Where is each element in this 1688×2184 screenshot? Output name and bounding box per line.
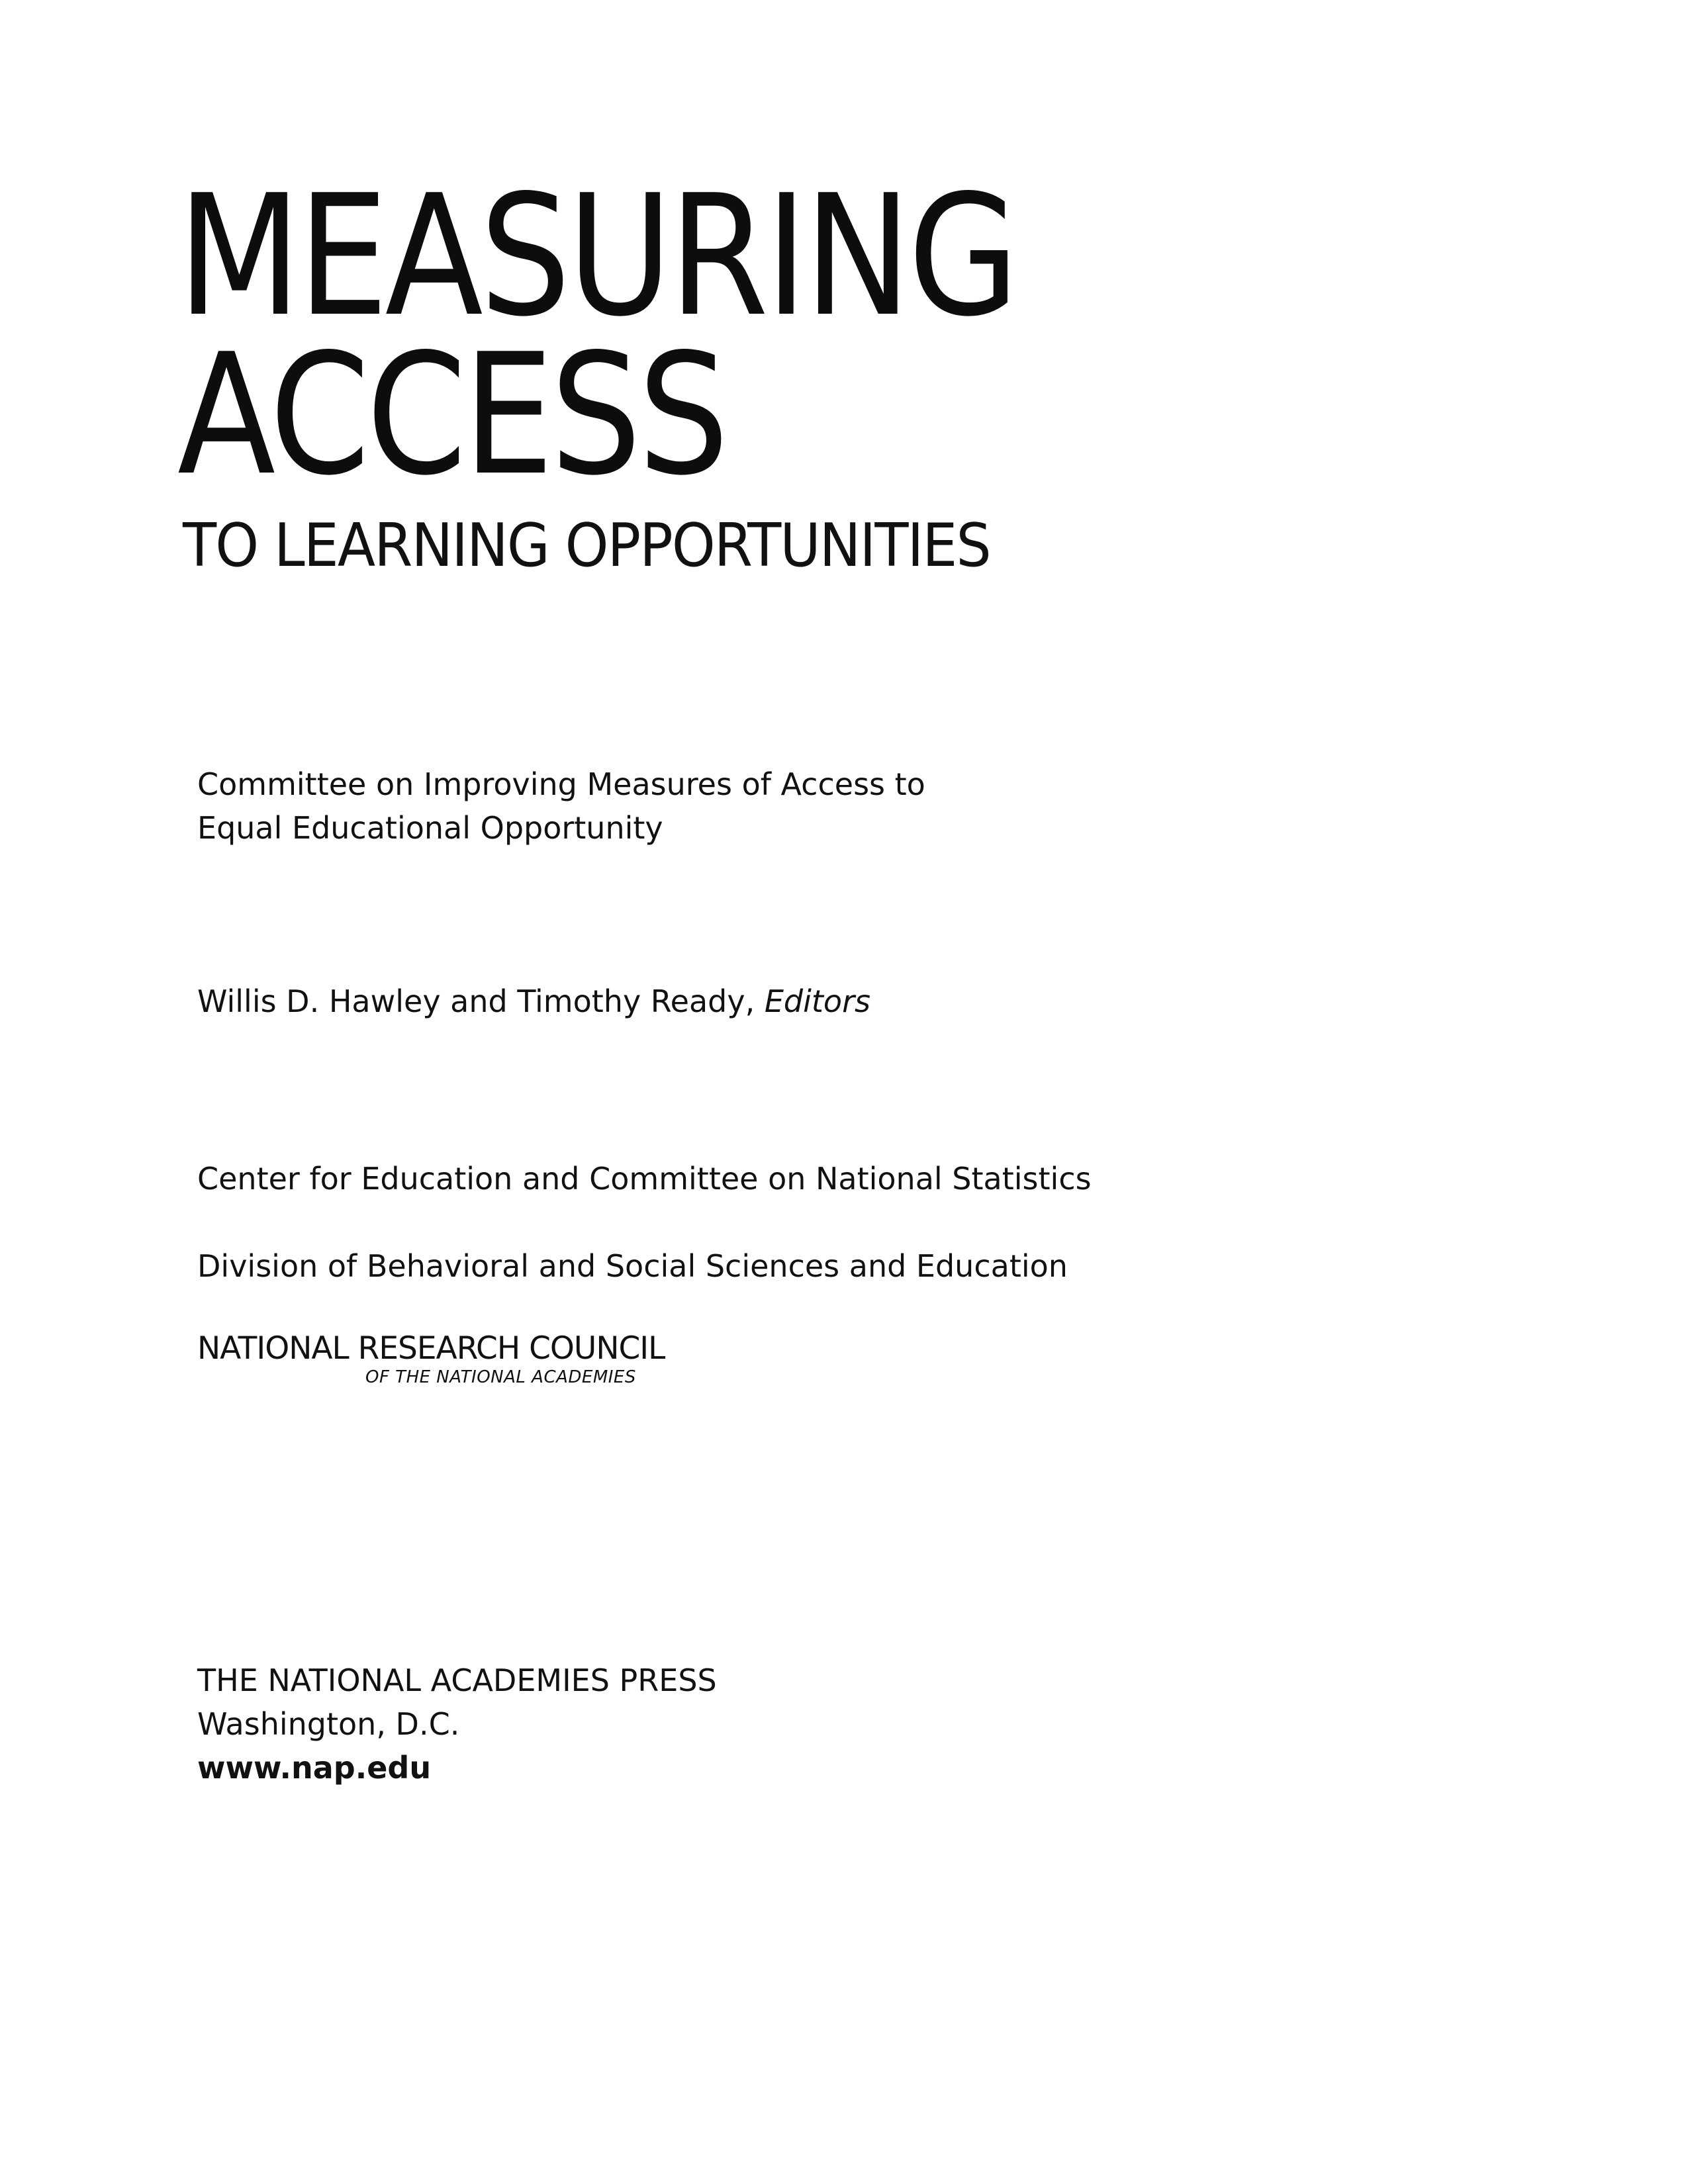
publisher-city: Washington, D.C.: [197, 1706, 460, 1742]
nrc-subtitle: OF THE NATIONAL ACADEMIES: [365, 1367, 636, 1387]
publisher-url: www.nap.edu: [197, 1750, 432, 1786]
editors-role: Editors: [764, 983, 870, 1019]
book-title-line-2: ACCESS: [177, 318, 726, 512]
book-subtitle: TO LEARNING OPPORTUNITIES: [183, 511, 990, 580]
committee-line-1: Committee on Improving Measures of Access to: [197, 766, 925, 802]
division-line: Division of Behavioral and Social Sciences and Education: [197, 1248, 1068, 1284]
editors-line: [197, 979, 870, 1023]
committee-name: [197, 762, 925, 850]
nrc-wordmark: [197, 1330, 665, 1387]
book-title-line-1: MEASURING: [177, 159, 1016, 353]
editor-names: Willis D. Hawley and Timothy Ready,: [197, 983, 765, 1019]
publisher-block: [197, 1659, 717, 1790]
publisher-name: THE NATIONAL ACADEMIES PRESS: [197, 1662, 717, 1698]
committee-line-2: Equal Educational Opportunity: [197, 810, 663, 846]
nrc-name: NATIONAL RESEARCH COUNCIL: [197, 1330, 665, 1367]
center-line: Center for Education and Committee on National Statistics: [197, 1161, 1092, 1197]
